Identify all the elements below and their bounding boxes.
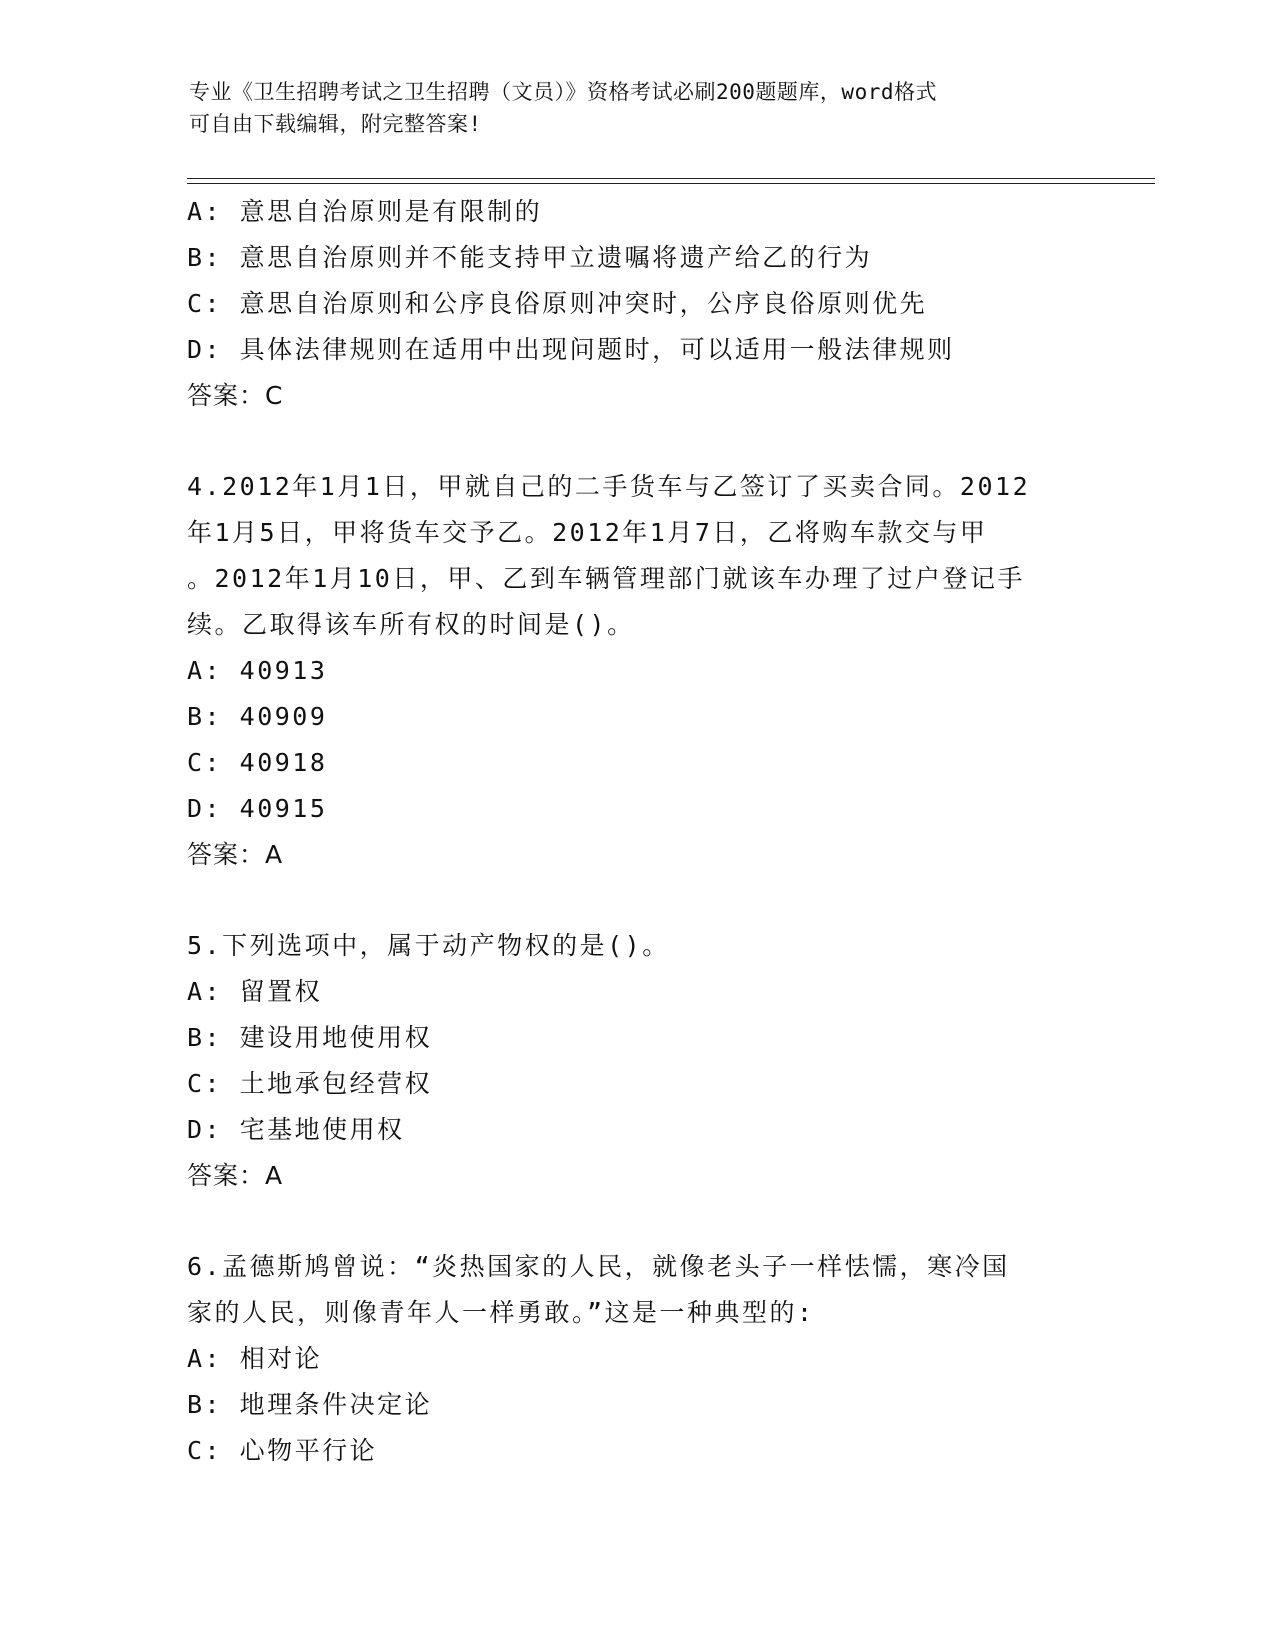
question-4-answer: 答案：A bbox=[187, 840, 284, 869]
question-5-stem-line: 5.下列选项中，属于动产物权的是()。 bbox=[187, 931, 670, 960]
question-5-option-b: B: 建设用地使用权 bbox=[187, 1023, 433, 1052]
header-divider-bottom bbox=[187, 183, 1155, 184]
header-title-line-2: 可自由下载编辑，附完整答案! bbox=[189, 112, 482, 136]
document-header bbox=[189, 76, 1069, 140]
question-3-option-b: B: 意思自治原则并不能支持甲立遗嘱将遗产给乙的行为 bbox=[187, 243, 873, 272]
question-6-option-c: C: 心物平行论 bbox=[187, 1436, 378, 1465]
question-3-answer: 答案：C bbox=[187, 381, 284, 410]
spacer bbox=[187, 419, 1087, 464]
question-6-option-a: A: 相对论 bbox=[187, 1344, 323, 1373]
question-3-option-d: D: 具体法律规则在适用中出现问题时，可以适用一般法律规则 bbox=[187, 335, 955, 364]
header-divider-top bbox=[187, 178, 1155, 179]
question-3-option-c: C: 意思自治原则和公序良俗原则冲突时，公序良俗原则优先 bbox=[187, 289, 928, 318]
question-4-stem-line: 年1月5日，甲将货车交予乙。2012年1月7日，乙将购车款交与甲 bbox=[187, 518, 988, 547]
question-5-block bbox=[187, 923, 1087, 1199]
question-4-option-a: A: 40913 bbox=[187, 656, 328, 685]
spacer bbox=[187, 1199, 1087, 1244]
question-6-block bbox=[187, 1244, 1087, 1474]
question-5-option-d: D: 宅基地使用权 bbox=[187, 1115, 405, 1144]
question-5-answer: 答案：A bbox=[187, 1161, 284, 1190]
question-4-option-d: D: 40915 bbox=[187, 794, 328, 823]
question-4-block bbox=[187, 464, 1087, 878]
question-6-stem-line: 6.孟德斯鸠曾说：“炎热国家的人民，就像老头子一样怯懦，寒冷国 bbox=[187, 1252, 1010, 1281]
question-6-option-b: B: 地理条件决定论 bbox=[187, 1390, 433, 1419]
question-5-option-c: C: 土地承包经营权 bbox=[187, 1069, 433, 1098]
question-3-option-a: A: 意思自治原则是有限制的 bbox=[187, 197, 543, 226]
header-title-line-1: 专业《卫生招聘考试之卫生招聘（文员）》资格考试必刷200题题库，word格式 bbox=[189, 80, 937, 104]
question-4-stem-line: 4.2012年1月1日，甲就自己的二手货车与乙签订了买卖合同。2012 bbox=[187, 472, 1031, 501]
question-6-stem-line: 家的人民，则像青年人一样勇敢。”这是一种典型的: bbox=[187, 1298, 815, 1327]
question-5-option-a: A: 留置权 bbox=[187, 977, 323, 1006]
question-4-stem-line: 续。乙取得该车所有权的时间是()。 bbox=[187, 610, 635, 639]
spacer bbox=[187, 878, 1087, 923]
question-4-option-b: B: 40909 bbox=[187, 702, 328, 731]
question-3-block bbox=[187, 189, 1087, 419]
question-list bbox=[187, 189, 1087, 1474]
question-4-stem-line: 。2012年1月10日，甲、乙到车辆管理部门就该车办理了过户登记手 bbox=[187, 564, 1025, 593]
question-4-option-c: C: 40918 bbox=[187, 748, 328, 777]
